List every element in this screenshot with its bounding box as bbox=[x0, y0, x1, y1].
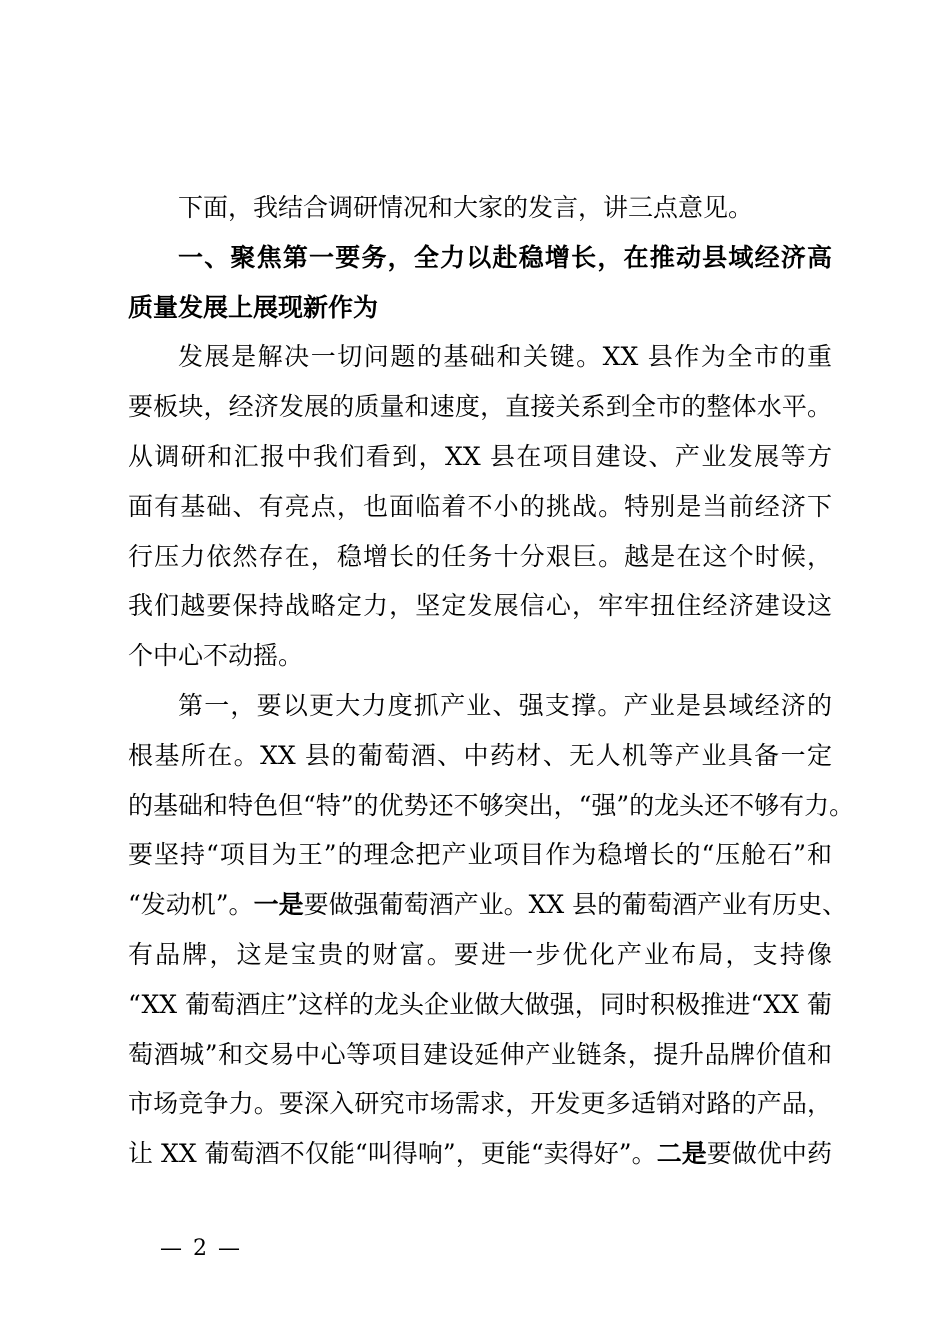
text-run: 的基础和特色但“特”的优势还不够突出，“强”的龙头还不够有力。 bbox=[128, 790, 855, 820]
text-run: 有品牌，这是宝贵的财富。要进一步优化产业布局，支持像 bbox=[128, 939, 832, 969]
paragraph bbox=[128, 183, 832, 233]
text-line bbox=[128, 183, 832, 233]
section-heading bbox=[128, 233, 832, 333]
text-run: 一、聚焦第一要务，全力以赴稳增长，在推动县域经济高 bbox=[178, 242, 832, 272]
text-run: 要做优中药 bbox=[706, 1139, 832, 1169]
text-line bbox=[128, 1129, 832, 1179]
text-run: 市场竞争力。要深入研究市场需求，开发更多适销对路的产品， bbox=[128, 1089, 832, 1119]
text-line bbox=[128, 1030, 832, 1080]
text-run: “发动机”。 bbox=[128, 890, 254, 920]
text-line bbox=[128, 532, 832, 582]
text-line bbox=[128, 1079, 832, 1129]
text-run: 第一，要以更大力度抓产业、强支撑。产业是县域经济的 bbox=[178, 690, 832, 720]
text-line bbox=[128, 581, 832, 631]
text-line bbox=[128, 830, 832, 880]
text-line bbox=[128, 283, 832, 333]
text-run: 发展是解决一切问题的基础和关键。XX 县作为全市的重 bbox=[178, 342, 832, 372]
text-run: “XX 葡萄酒庄”这样的龙头企业做大做强，同时积极推进“XX 葡 bbox=[128, 989, 832, 1019]
paragraph bbox=[128, 332, 832, 681]
page-number: — 2 — bbox=[160, 1236, 242, 1261]
text-run: 根基所在。XX 县的葡萄酒、中药材、无人机等产业具备一定 bbox=[128, 740, 832, 770]
text-line bbox=[128, 432, 832, 482]
text-run: 要板块，经济发展的质量和速度，直接关系到全市的整体水平。 bbox=[128, 392, 832, 422]
text-line bbox=[128, 781, 855, 831]
text-run: 萄酒城”和交易中心等项目建设延伸产业链条，提升品牌价值和 bbox=[128, 1039, 832, 1069]
text-run: 我们越要保持战略定力，坚定发展信心，牢牢扭住经济建设这 bbox=[128, 591, 832, 621]
text-line bbox=[128, 233, 832, 283]
text-line bbox=[128, 980, 832, 1030]
text-run: 要做强葡萄酒产业。XX 县的葡萄酒产业有历史、 bbox=[303, 890, 848, 920]
bold-text: 二是 bbox=[656, 1139, 707, 1169]
paragraph bbox=[128, 681, 855, 1179]
text-line bbox=[128, 880, 848, 930]
text-line bbox=[128, 681, 832, 731]
text-run: 质量发展上展现新作为 bbox=[128, 292, 379, 322]
text-line bbox=[128, 731, 832, 781]
text-run: 面有基础、有亮点，也面临着不小的挑战。特别是当前经济下 bbox=[128, 491, 832, 521]
text-run: 要坚持“项目为王”的理念把产业项目作为稳增长的“压舱石”和 bbox=[128, 840, 832, 870]
text-run: 让 XX 葡萄酒不仅能“叫得响”，更能“卖得好”。 bbox=[128, 1139, 657, 1169]
text-line bbox=[128, 382, 832, 432]
text-run: 从调研和汇报中我们看到，XX 县在项目建设、产业发展等方 bbox=[128, 441, 832, 471]
text-run: 下面，我结合调研情况和大家的发言，讲三点意见。 bbox=[178, 193, 754, 222]
text-line bbox=[128, 631, 832, 681]
document-body bbox=[128, 183, 855, 1179]
text-line bbox=[128, 332, 832, 382]
bold-text: 一是 bbox=[253, 890, 304, 920]
text-line bbox=[128, 930, 832, 980]
text-run: 个中心不动摇。 bbox=[128, 641, 304, 671]
text-line bbox=[128, 482, 832, 532]
text-run: 行压力依然存在，稳增长的任务十分艰巨。越是在这个时候， bbox=[128, 541, 832, 571]
